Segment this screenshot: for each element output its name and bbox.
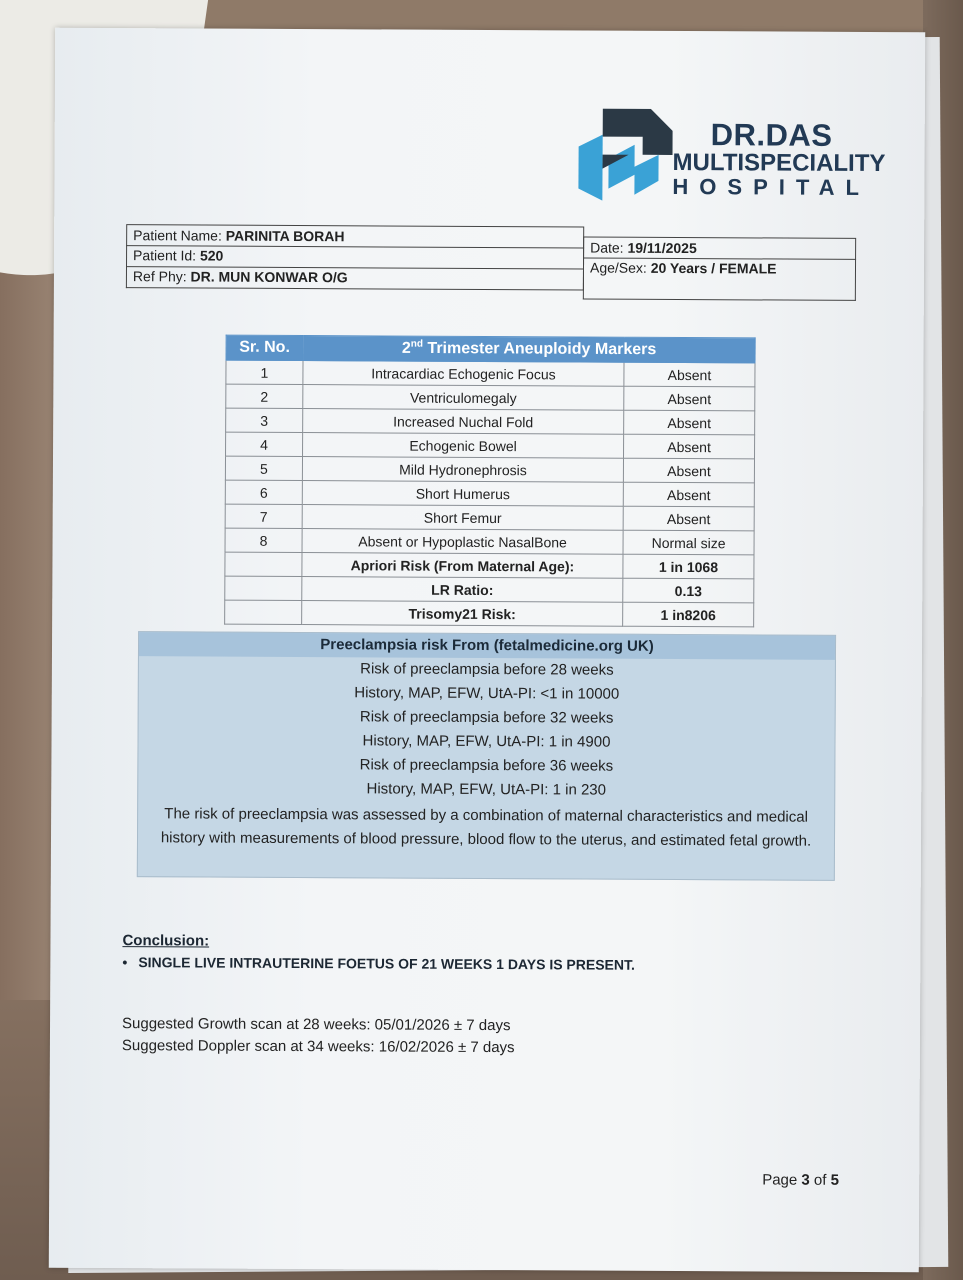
page-current: 3 — [801, 1171, 810, 1189]
table-row — [226, 384, 755, 411]
row-srno: 8 — [225, 528, 302, 552]
col-header-srno: Sr. No. — [226, 335, 303, 360]
table-row — [225, 504, 754, 531]
row-marker: Ventriculomegaly — [303, 385, 624, 411]
trisomy21-label: Trisomy21 Risk: — [302, 601, 623, 627]
title-text: Trimester Aneuploidy Markers — [427, 340, 657, 359]
page-number: Page 3 of 5 — [762, 1171, 840, 1189]
table-row — [226, 360, 755, 387]
patient-name-label: Patient Name: — [133, 227, 222, 244]
preeclampsia-line: Risk of preeclampsia before 36 weeks — [359, 756, 614, 775]
preeclampsia-title: Preeclampsia risk From (fetalmedicine.org UK) — [139, 632, 835, 660]
apriori-risk-row — [225, 552, 754, 579]
conclusion-title: Conclusion: — [122, 932, 210, 950]
apriori-value: 1 in 1068 — [623, 554, 754, 579]
row-result: Absent — [623, 482, 754, 507]
row-srno: 4 — [226, 432, 303, 456]
hospital-name-line3: HOSPITAL — [672, 173, 871, 200]
ref-phy-cell — [126, 266, 584, 290]
preeclampsia-line: Risk of preeclampsia before 32 weeks — [359, 708, 614, 727]
patient-info-box — [126, 224, 856, 304]
row-result: Absent — [624, 434, 755, 459]
conclusion-item — [122, 954, 635, 973]
date-cell — [583, 236, 856, 259]
row-marker: Mild Hydronephrosis — [302, 457, 623, 483]
table-row — [225, 456, 754, 483]
ref-phy-label: Ref Phy: — [132, 268, 187, 285]
patient-id-label: Patient Id: — [133, 247, 197, 264]
title-number: 2 — [401, 340, 411, 358]
apriori-label: Apriori Risk (From Maternal Age): — [302, 553, 623, 579]
preeclampsia-line: History, MAP, EFW, UtA-PI: 1 in 230 — [366, 780, 607, 799]
row-result: Absent — [623, 458, 754, 483]
row-result: Absent — [624, 386, 755, 411]
table-row — [225, 528, 754, 555]
table-header-row — [226, 335, 755, 363]
patient-name-value: PARINITA BORAH — [225, 227, 345, 245]
ref-phy-value: DR. MUN KONWAR O/G — [190, 268, 348, 286]
preeclampsia-line: History, MAP, EFW, UtA-PI: 1 in 4900 — [362, 732, 611, 751]
row-srno: 7 — [225, 504, 302, 528]
date-label: Date: — [590, 239, 624, 256]
bullet-icon: • — [122, 954, 128, 971]
preeclampsia-line: Risk of preeclampsia before 28 weeks — [360, 660, 614, 679]
row-result: Absent — [624, 410, 755, 435]
lr-label: LR Ratio: — [302, 577, 623, 603]
preeclampsia-line: History, MAP, EFW, UtA-PI: <1 in 10000 — [354, 684, 620, 703]
lr-ratio-row — [225, 576, 754, 603]
trisomy21-value: 1 in8206 — [623, 602, 754, 627]
row-marker: Intracardiac Echogenic Focus — [303, 361, 624, 387]
row-marker: Short Humerus — [302, 481, 623, 507]
hospital-name-line2: MULTISPECIALITY — [672, 148, 886, 178]
row-result: Normal size — [623, 530, 754, 555]
col-header-title — [303, 336, 755, 363]
age-sex-value: 20 Years / FEMALE — [650, 259, 777, 277]
table-row — [226, 432, 755, 459]
row-marker: Short Femur — [302, 505, 623, 531]
title-superscript: nd — [410, 338, 424, 350]
patient-id-value: 520 — [199, 247, 224, 264]
age-sex-label: Age/Sex: — [589, 259, 647, 276]
row-srno: 3 — [226, 408, 303, 432]
row-srno: 1 — [226, 360, 303, 384]
lr-value: 0.13 — [623, 578, 754, 603]
row-result: Absent — [623, 506, 754, 531]
row-marker: Echogenic Bowel — [303, 433, 624, 459]
age-sex-cell — [583, 257, 856, 300]
hospital-name-line1: DR.DAS — [710, 117, 833, 153]
hospital-logo-icon — [572, 108, 672, 201]
suggested-growth-scan: Suggested Growth scan at 28 weeks: 05/01/2026 ± 7 days — [121, 1015, 511, 1035]
row-srno: 6 — [225, 480, 302, 504]
row-result: Absent — [624, 362, 755, 387]
preeclampsia-note: The risk of preeclampsia was assessed by a combination of maternal characteristics and medical history with measurements of blood pressure, blood flow to the uterus, and estimated fetal growth. — [160, 805, 812, 850]
row-marker: Absent or Hypoplastic NasalBone — [302, 529, 623, 555]
aneuploidy-markers-table — [224, 335, 756, 628]
table-row — [225, 480, 754, 507]
table-row — [226, 408, 755, 435]
page-total: 5 — [830, 1171, 840, 1189]
row-marker: Increased Nuchal Fold — [303, 409, 624, 435]
report-page — [49, 28, 925, 1273]
trisomy21-row — [225, 600, 754, 627]
preeclampsia-box — [137, 631, 836, 881]
suggested-doppler-scan: Suggested Doppler scan at 34 weeks: 16/02/2026 ± 7 days — [121, 1037, 515, 1057]
row-srno: 5 — [225, 456, 302, 480]
conclusion-text: SINGLE LIVE INTRAUTERINE FOETUS OF 21 WEEKS 1 DAYS IS PRESENT. — [138, 954, 635, 973]
date-value: 19/11/2025 — [627, 239, 697, 257]
row-srno: 2 — [226, 384, 303, 408]
